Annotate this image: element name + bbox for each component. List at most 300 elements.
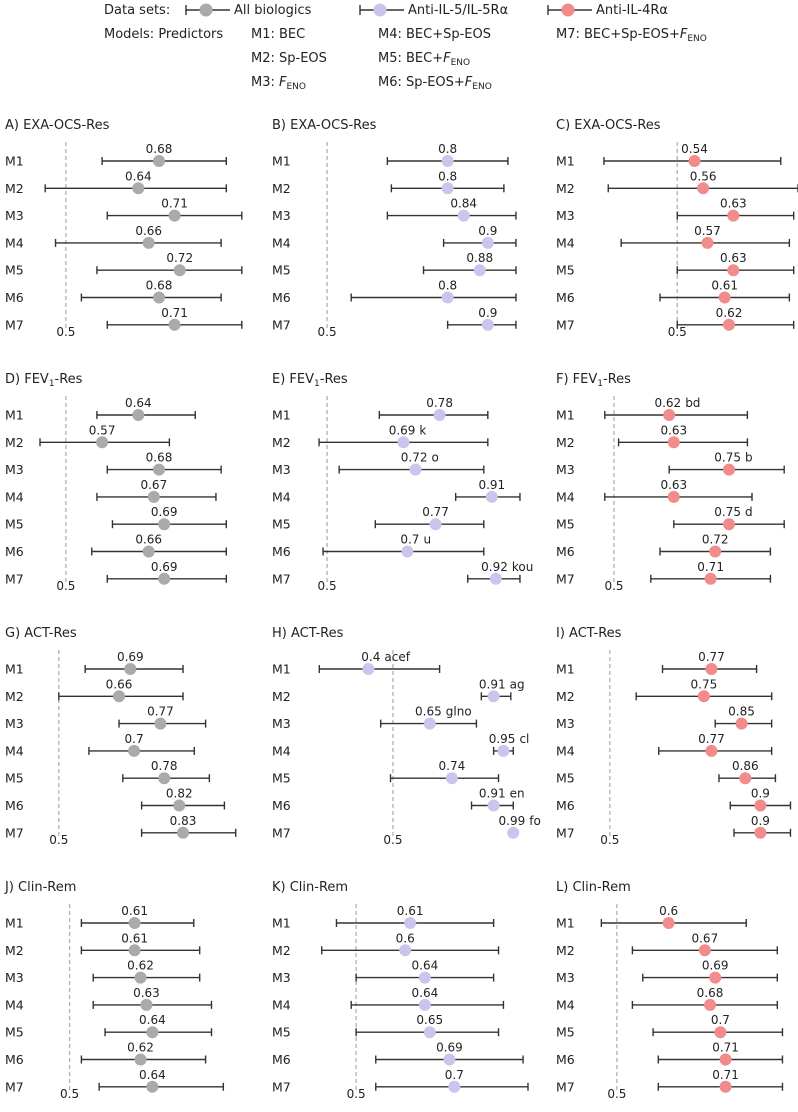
- category-label: M4: [556, 235, 575, 251]
- point-estimate: [697, 182, 709, 194]
- category-label: M4: [5, 235, 24, 251]
- category-label: M7: [556, 825, 575, 841]
- value-label: 0.63: [719, 251, 747, 266]
- category-label: M4: [5, 743, 24, 759]
- value-label: 0.64: [411, 958, 439, 973]
- category-label: M6: [556, 1052, 575, 1067]
- model-row-m1: [5, 650, 183, 677]
- model-row-m4: [556, 224, 789, 251]
- point-estimate: [128, 745, 140, 757]
- value-label: 0.7: [444, 1067, 464, 1082]
- point-estimate: [705, 745, 717, 757]
- panel-j: [5, 880, 265, 1100]
- category-label: M5: [272, 516, 291, 532]
- point-estimate: [154, 718, 166, 730]
- model-row-m2: [272, 677, 525, 704]
- value-label: 0.57: [694, 223, 721, 238]
- category-label: M1: [272, 153, 291, 169]
- model-row-m5: [272, 1013, 499, 1039]
- panel-g: [5, 626, 265, 846]
- point-estimate: [709, 972, 721, 984]
- point-estimate: [663, 409, 675, 421]
- model-m2-label: M2: Sp-EOS: [251, 51, 327, 66]
- forest-plot: [5, 626, 255, 846]
- model-row-m7: [272, 814, 541, 841]
- model-row-m5: [5, 251, 242, 278]
- category-label: M5: [5, 1024, 24, 1040]
- point-estimate: [482, 237, 494, 249]
- value-label: 0.68: [696, 985, 724, 1000]
- point-estimate: [720, 1081, 732, 1093]
- point-estimate: [443, 1054, 455, 1066]
- category-label: M6: [5, 544, 24, 559]
- model-row-m7: [5, 1068, 223, 1095]
- panel-title: I) ACT-Res: [556, 626, 622, 641]
- category-label: M6: [272, 1052, 291, 1067]
- point-estimate: [442, 292, 454, 304]
- model-row-m1: [556, 650, 757, 677]
- value-label: 0.68: [145, 450, 173, 465]
- model-row-m1: [272, 396, 488, 423]
- model-row-m3: [556, 197, 794, 224]
- model-row-m7: [556, 1068, 782, 1095]
- reference-label: 0.5: [383, 833, 403, 847]
- value-label: 0.62: [127, 958, 154, 973]
- category-label: M5: [272, 770, 291, 786]
- point-estimate: [146, 1026, 158, 1038]
- point-estimate: [727, 210, 739, 222]
- category-label: M3: [272, 208, 291, 224]
- category-label: M6: [556, 290, 575, 305]
- panel-i: [556, 626, 798, 846]
- point-estimate: [424, 1026, 436, 1038]
- model-row-m2: [5, 677, 183, 704]
- value-label: 0.92: [481, 559, 508, 574]
- category-label: M5: [5, 770, 24, 786]
- category-label: M6: [5, 798, 24, 813]
- forest-plot: [272, 118, 536, 338]
- value-label: 0.57: [88, 423, 116, 438]
- value-label: 0.67: [140, 477, 168, 492]
- value-label: 0.71: [161, 196, 188, 211]
- model-row-m4: [272, 732, 529, 759]
- panel-title: A) EXA-OCS-Res: [5, 118, 110, 133]
- model-row-m7: [556, 814, 790, 841]
- panel-f: [556, 372, 798, 592]
- panel-title: E) $FEV_1$-Res: [272, 372, 348, 389]
- point-estimate: [404, 917, 416, 929]
- point-estimate: [723, 319, 735, 331]
- value-label: 0.86: [731, 759, 759, 774]
- model-row-m4: [5, 986, 212, 1013]
- value-label: 0.66: [135, 223, 163, 238]
- category-label: M2: [272, 180, 291, 196]
- value-label: 0.64: [411, 985, 439, 1000]
- value-label: 0.9: [478, 223, 498, 238]
- category-label: M4: [556, 997, 575, 1013]
- value-label: 0.78: [426, 396, 453, 410]
- forest-plot: [556, 880, 798, 1100]
- model-row-m2: [272, 423, 488, 450]
- category-label: M1: [5, 661, 24, 677]
- category-label: M3: [556, 462, 575, 478]
- model-m1-label: M1: BEC: [251, 27, 306, 42]
- model-row-m3: [556, 451, 784, 478]
- value-label: 0.65: [416, 1013, 444, 1028]
- model-row-m5: [556, 1013, 782, 1039]
- reference-label: 0.5: [317, 325, 337, 339]
- value-label: 0.64: [124, 396, 152, 410]
- value-label: 0.63: [660, 477, 688, 492]
- category-label: M7: [5, 1079, 24, 1095]
- significance-annotation: cl: [519, 731, 530, 746]
- model-row-m6: [556, 279, 789, 306]
- category-label: M7: [5, 317, 24, 333]
- point-estimate: [723, 464, 735, 476]
- model-m4-label: M4: BEC+Sp-EOS: [378, 27, 491, 42]
- model-row-m2: [556, 423, 747, 450]
- model-row-m3: [556, 959, 777, 986]
- model-row-m5: [272, 759, 499, 786]
- point-estimate: [698, 690, 710, 702]
- value-label: 0.77: [698, 650, 725, 664]
- panel-d: [5, 372, 265, 592]
- point-estimate: [442, 155, 454, 167]
- value-label: 0.72: [701, 532, 729, 547]
- point-estimate: [143, 237, 155, 249]
- model-row-m3: [556, 705, 772, 732]
- significance-annotation: u: [423, 532, 432, 547]
- model-row-m3: [272, 197, 516, 224]
- value-label: 0.63: [133, 985, 160, 1000]
- value-label: 0.61: [711, 278, 739, 293]
- model-row-m4: [272, 224, 516, 251]
- point-estimate: [705, 663, 717, 675]
- value-label: 0.72: [400, 450, 428, 465]
- legend-swatch-anti-il5: [358, 2, 408, 18]
- value-label: 0.8: [438, 278, 458, 293]
- model-row-m7: [272, 1068, 528, 1095]
- model-row-m7: [5, 814, 236, 841]
- point-estimate: [448, 1081, 460, 1093]
- point-estimate: [434, 409, 446, 421]
- legend-swatch-anti-il4: [546, 2, 596, 18]
- point-estimate: [132, 409, 144, 421]
- category-label: M1: [5, 407, 24, 423]
- category-label: M1: [556, 407, 575, 423]
- significance-annotation: ag: [509, 677, 525, 692]
- panel-title: K) Clin-Rem: [272, 880, 349, 895]
- value-label: 0.7: [124, 731, 144, 746]
- model-row-m1: [556, 142, 781, 169]
- point-estimate: [169, 210, 181, 222]
- value-label: 0.69: [701, 958, 729, 973]
- point-estimate: [442, 182, 454, 194]
- category-label: M3: [272, 716, 291, 732]
- value-label: 0.8: [438, 142, 458, 156]
- model-row-m3: [5, 197, 242, 224]
- point-estimate: [153, 292, 165, 304]
- category-label: M7: [556, 571, 575, 587]
- model-row-m4: [556, 478, 752, 505]
- category-label: M5: [272, 262, 291, 278]
- value-label: 0.7: [710, 1013, 730, 1028]
- point-estimate: [158, 772, 170, 784]
- model-row-m1: [272, 142, 508, 169]
- point-estimate: [668, 436, 680, 448]
- panel-title: J) Clin-Rem: [5, 880, 77, 895]
- forest-plot: [5, 118, 255, 338]
- model-row-m6: [5, 787, 224, 814]
- category-label: M3: [556, 970, 575, 986]
- point-estimate: [663, 917, 675, 929]
- point-estimate: [153, 155, 165, 167]
- value-label: 0.91: [478, 786, 506, 801]
- significance-annotation: kou: [511, 559, 534, 574]
- model-row-m6: [556, 787, 790, 814]
- point-estimate: [174, 264, 186, 276]
- panel-title: G) ACT-Res: [5, 626, 77, 641]
- category-label: M7: [272, 571, 291, 587]
- value-label: 0.77: [422, 505, 449, 520]
- model-row-m7: [5, 560, 226, 587]
- category-label: M2: [556, 180, 575, 196]
- reference-label: 0.5: [49, 833, 69, 847]
- reference-label: 0.5: [56, 325, 76, 339]
- value-label: 0.63: [660, 423, 688, 438]
- model-row-m1: [5, 904, 194, 931]
- value-label: 0.63: [719, 196, 747, 211]
- value-label: 0.91: [478, 677, 506, 692]
- point-estimate: [397, 436, 409, 448]
- model-row-m2: [556, 677, 772, 704]
- category-label: M2: [272, 688, 291, 704]
- model-row-m2: [272, 931, 499, 958]
- significance-annotation: o: [431, 450, 439, 465]
- panel-a: [5, 118, 265, 338]
- value-label: 0.62: [654, 396, 682, 410]
- category-label: M7: [272, 317, 291, 333]
- category-label: M4: [272, 489, 291, 505]
- category-label: M3: [272, 462, 291, 478]
- category-label: M2: [272, 434, 291, 450]
- model-row-m5: [5, 1013, 212, 1039]
- model-row-m6: [272, 533, 484, 560]
- category-label: M5: [272, 1024, 291, 1040]
- panel-k: [272, 880, 532, 1100]
- value-label: 0.71: [712, 1067, 739, 1082]
- forest-plot: [272, 372, 536, 592]
- category-label: M5: [556, 1024, 575, 1040]
- model-row-m3: [5, 959, 200, 986]
- category-label: M1: [272, 407, 291, 423]
- model-row-m7: [272, 560, 533, 587]
- reference-label: 0.5: [346, 1087, 366, 1101]
- point-estimate: [140, 999, 152, 1011]
- model-row-m4: [556, 732, 772, 759]
- model-row-m5: [5, 505, 226, 532]
- significance-annotation: b: [745, 450, 753, 465]
- panel-b: [272, 118, 532, 338]
- category-label: M2: [556, 942, 575, 958]
- model-row-m7: [5, 306, 242, 333]
- value-label: 0.9: [478, 305, 498, 320]
- value-label: 0.54: [681, 142, 708, 156]
- model-row-m6: [5, 533, 226, 560]
- category-label: M6: [272, 798, 291, 813]
- model-row-m6: [5, 279, 221, 306]
- value-label: 0.66: [105, 677, 133, 692]
- point-estimate: [135, 1054, 147, 1066]
- category-label: M1: [272, 661, 291, 677]
- point-estimate: [148, 491, 160, 503]
- point-estimate: [719, 292, 731, 304]
- point-estimate: [507, 827, 519, 839]
- forest-plot: [272, 626, 541, 847]
- point-estimate: [705, 573, 717, 585]
- model-row-m3: [272, 451, 484, 478]
- category-label: M1: [5, 915, 24, 931]
- model-row-m3: [5, 705, 206, 732]
- model-row-m4: [5, 224, 221, 251]
- point-estimate: [446, 772, 458, 784]
- category-label: M6: [556, 798, 575, 813]
- category-label: M1: [556, 661, 575, 677]
- point-estimate: [497, 745, 509, 757]
- category-label: M5: [5, 516, 24, 532]
- category-label: M3: [5, 970, 24, 986]
- model-row-m1: [556, 396, 747, 423]
- model-row-m5: [5, 759, 209, 786]
- category-label: M4: [272, 743, 291, 759]
- value-label: 0.64: [139, 1067, 166, 1082]
- value-label: 0.7: [400, 532, 420, 547]
- value-label: 0.71: [161, 305, 188, 320]
- point-estimate: [158, 518, 170, 530]
- point-estimate: [419, 999, 431, 1011]
- reference-label: 0.5: [317, 579, 337, 593]
- forest-plot: [272, 880, 536, 1100]
- model-m3-label: M3: $F_{ENO}$: [251, 75, 306, 92]
- datasets-label: Data sets:: [104, 3, 171, 18]
- value-label: 0.6: [659, 904, 679, 918]
- value-label: 0.75: [714, 450, 741, 465]
- reference-label: 0.5: [604, 579, 624, 593]
- point-estimate: [488, 800, 500, 812]
- point-estimate: [132, 182, 144, 194]
- category-label: M2: [556, 688, 575, 704]
- category-label: M2: [5, 942, 24, 958]
- category-label: M4: [272, 235, 291, 251]
- model-m5-label: M5: $BEC+F_{ENO}$: [378, 51, 471, 68]
- value-label: 0.9: [750, 786, 770, 801]
- models-label: Models: Predictors: [104, 27, 224, 42]
- panel-c: [556, 118, 798, 338]
- model-row-m7: [556, 560, 770, 587]
- legend-swatch-all-biologics: [184, 2, 234, 18]
- model-row-m2: [556, 931, 777, 958]
- model-row-m5: [272, 505, 484, 532]
- reference-label: 0.5: [667, 325, 687, 339]
- model-row-m2: [5, 931, 200, 958]
- value-label: 0.61: [121, 904, 148, 918]
- category-label: M5: [556, 770, 575, 786]
- category-label: M3: [5, 462, 24, 478]
- value-label: 0.56: [689, 169, 717, 184]
- forest-plot: [556, 372, 798, 592]
- category-label: M3: [556, 716, 575, 732]
- panel-title: D) $FEV_1$-Res: [5, 372, 83, 389]
- value-label: 0.85: [728, 704, 755, 719]
- significance-annotation: bd: [685, 396, 701, 410]
- model-row-m7: [272, 306, 516, 333]
- forest-plot: [556, 118, 798, 338]
- point-estimate: [401, 546, 413, 558]
- value-label: 0.62: [127, 1040, 154, 1055]
- model-row-m4: [5, 478, 216, 505]
- category-label: M1: [556, 153, 575, 169]
- point-estimate: [727, 264, 739, 276]
- value-label: 0.82: [165, 786, 193, 801]
- model-row-m6: [272, 279, 516, 306]
- legend-anti-il5: Anti-IL-5/IL-5Rα: [408, 3, 509, 18]
- category-label: M2: [5, 434, 24, 450]
- significance-annotation: fo: [529, 813, 541, 828]
- value-label: 0.61: [396, 904, 424, 918]
- category-label: M7: [5, 571, 24, 587]
- point-estimate: [739, 772, 751, 784]
- point-estimate: [720, 1054, 732, 1066]
- model-row-m6: [272, 1041, 523, 1068]
- point-estimate: [430, 518, 442, 530]
- model-row-m4: [556, 986, 777, 1013]
- legend: [0, 0, 798, 100]
- panel-title: H) ACT-Res: [272, 626, 344, 641]
- point-estimate: [474, 264, 486, 276]
- model-row-m6: [556, 1041, 782, 1068]
- value-label: 0.77: [698, 731, 725, 746]
- point-estimate: [488, 690, 500, 702]
- value-label: 0.71: [712, 1040, 739, 1055]
- category-label: M2: [272, 942, 291, 958]
- value-label: 0.64: [124, 169, 152, 184]
- value-label: 0.4: [361, 650, 381, 664]
- category-label: M5: [556, 262, 575, 278]
- point-estimate: [486, 491, 498, 503]
- value-label: 0.88: [466, 251, 494, 266]
- category-label: M3: [272, 970, 291, 986]
- model-row-m5: [272, 251, 516, 278]
- model-row-m2: [5, 169, 226, 196]
- significance-annotation: d: [745, 505, 753, 520]
- significance-annotation: k: [419, 423, 427, 438]
- point-estimate: [704, 999, 716, 1011]
- category-label: M6: [5, 290, 24, 305]
- significance-annotation: acef: [384, 650, 410, 664]
- value-label: 0.75: [690, 677, 718, 692]
- point-estimate: [424, 718, 436, 730]
- value-label: 0.62: [715, 305, 743, 320]
- category-label: M2: [5, 180, 24, 196]
- significance-annotation: en: [509, 786, 525, 801]
- point-estimate: [96, 436, 108, 448]
- point-estimate: [482, 319, 494, 331]
- value-label: 0.83: [169, 813, 197, 828]
- category-label: M2: [556, 434, 575, 450]
- value-label: 0.91: [478, 477, 506, 492]
- category-label: M4: [5, 997, 24, 1013]
- model-row-m1: [272, 904, 494, 931]
